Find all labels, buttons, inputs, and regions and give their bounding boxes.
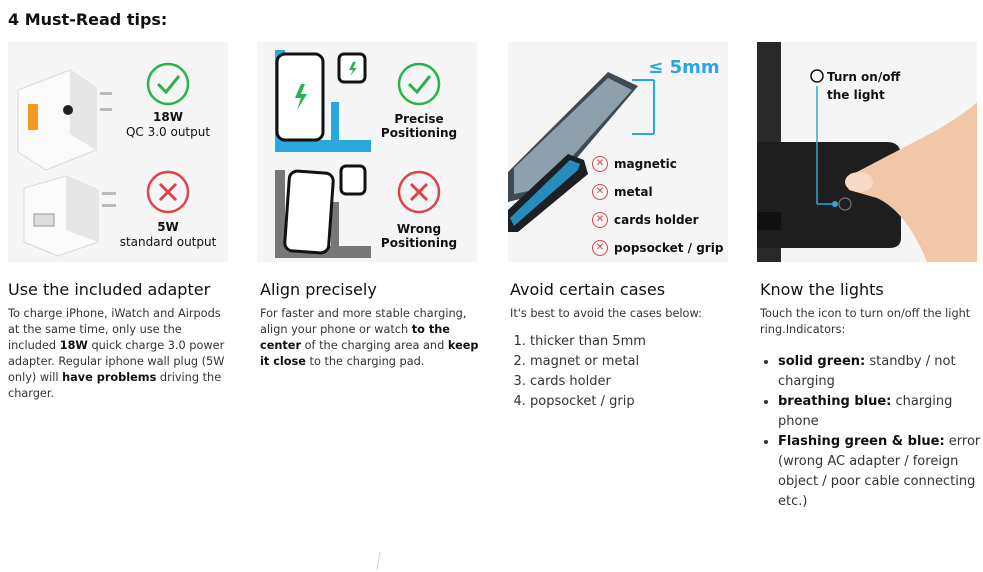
tip-card-align [257, 42, 477, 262]
list-item: • breathing blue: charging phone [778, 392, 982, 432]
body-text: For faster and more stable charging, align your phone or watch [260, 307, 467, 336]
body-bold: 18W [59, 339, 88, 352]
list-item: 4. popsocket / grip [530, 392, 732, 412]
case-item: ✕ cards holder [592, 206, 723, 234]
qc-adapter-icon [18, 70, 112, 170]
case-item: ✕ metal [592, 178, 723, 206]
tip-body [8, 306, 230, 402]
touch-label-icon [811, 70, 823, 82]
tip-card-adapter [8, 42, 228, 262]
tile-label: Precise [394, 112, 444, 126]
cross-icon [148, 172, 188, 212]
tile-label: standard output [119, 235, 217, 249]
charger-wrong-icon [275, 166, 371, 258]
check-icon [399, 64, 439, 104]
list-item: • solid green: standby / not charging [778, 352, 982, 392]
tile-label: the light [827, 88, 885, 102]
cross-icon: ✕ [592, 240, 608, 256]
indicator-list [760, 352, 982, 512]
tip-body [760, 306, 982, 512]
standard-adapter-icon [24, 176, 116, 256]
section-title: 4 Must-Read tips: [8, 10, 168, 29]
tip-heading: Align precisely [260, 280, 377, 299]
case-list [592, 150, 723, 262]
thickness-label: ≤ 5mm [648, 57, 720, 78]
tip-body [510, 306, 732, 412]
lights-tile [757, 42, 977, 262]
case-item: ✕ magnetic [592, 150, 723, 178]
list-item: 1. thicker than 5mm [530, 332, 732, 352]
body-bold: to the center [260, 323, 450, 352]
charger-correct-icon [275, 50, 371, 152]
tile-label: Wrong [396, 222, 442, 236]
check-icon [148, 64, 188, 104]
body-text: driving the charger. [8, 371, 222, 400]
tile-label: Turn on/off [827, 70, 901, 84]
body-intro: It's best to avoid the cases below: [510, 307, 702, 320]
adapter-tile [8, 42, 228, 262]
cross-icon: ✕ [592, 156, 608, 172]
tile-label: Positioning [380, 236, 458, 250]
tile-label: 5W [157, 220, 179, 234]
scroll-mark [377, 552, 385, 570]
tip-heading: Know the lights [760, 280, 884, 299]
tile-label: Positioning [380, 126, 458, 140]
body-intro: Touch the icon to turn on/off the light ring.Indicators: [760, 307, 971, 336]
tile-label: 18W [153, 110, 183, 124]
tip-body [260, 306, 482, 370]
tip-card-lights [757, 42, 977, 262]
list-item: • Flashing green & blue: error (wrong AC adapter / foreign object / poor cable connecting etc.) [778, 432, 982, 512]
cross-icon: ✕ [592, 212, 608, 228]
body-bold: keep it close [260, 339, 479, 368]
tip-heading: Avoid certain cases [510, 280, 666, 299]
tile-label: QC 3.0 output [125, 125, 211, 139]
tip-card-cases [508, 42, 728, 262]
cross-icon [399, 172, 439, 212]
body-text: To charge iPhone, iWatch and Airpods at the same time, only use the included [8, 307, 221, 352]
body-bold: have problems [62, 371, 157, 384]
case-ordered-list [510, 332, 732, 412]
list-item: 2. magnet or metal [530, 352, 732, 372]
tip-heading: Use the included adapter [8, 280, 211, 299]
body-text: of the charging area and [301, 339, 448, 352]
cross-icon: ✕ [592, 184, 608, 200]
list-item: 3. cards holder [530, 372, 732, 392]
case-item: ✕ popsocket / grip [592, 234, 723, 262]
cases-tile [508, 42, 728, 262]
body-text: quick charge 3.0 power adapter. Regular iphone wall plug (5W only) will [8, 339, 225, 384]
body-text: to the charging pad. [305, 355, 425, 368]
align-tile [257, 42, 477, 262]
